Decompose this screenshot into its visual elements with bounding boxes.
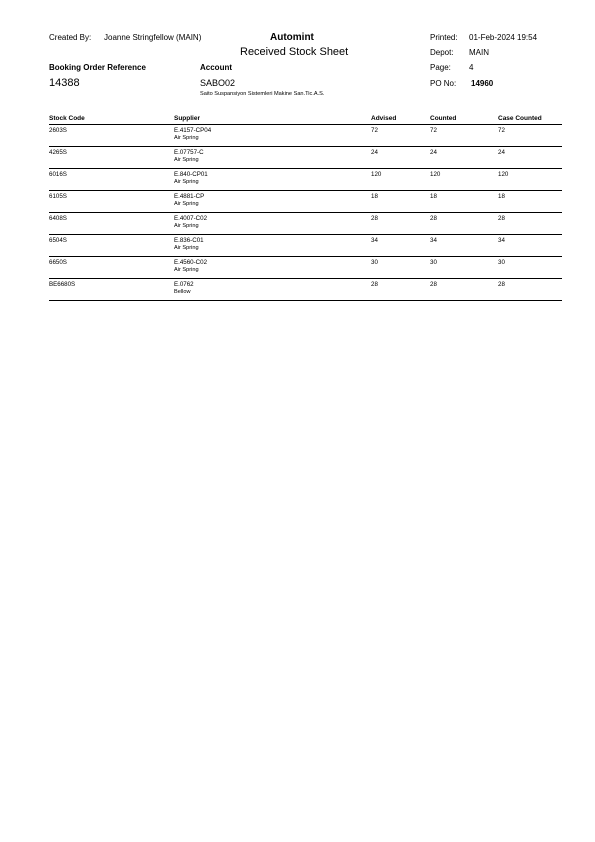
counted-cell: 24 bbox=[430, 147, 498, 169]
depot-label: Depot: bbox=[430, 48, 454, 57]
supplier-cell bbox=[174, 169, 371, 191]
item-description: Air Spring bbox=[174, 266, 199, 273]
depot-value: MAIN bbox=[469, 48, 489, 57]
supplier-code: E.4007-C02 bbox=[174, 215, 208, 222]
created-by-label: Created By: bbox=[49, 33, 92, 42]
supplier-cell bbox=[174, 125, 371, 147]
advised-cell: 72 bbox=[371, 125, 430, 147]
case-counted-cell: 18 bbox=[498, 191, 562, 213]
supplier-code: E.0762 bbox=[174, 281, 194, 288]
advised-cell: 34 bbox=[371, 235, 430, 257]
case-counted-cell: 24 bbox=[498, 147, 562, 169]
supplier-code: E.4560-C02 bbox=[174, 259, 208, 266]
supplier-cell bbox=[174, 257, 371, 279]
counted-cell: 120 bbox=[430, 169, 498, 191]
table-header-row bbox=[49, 114, 562, 125]
counted-cell: 28 bbox=[430, 213, 498, 235]
advised-cell: 30 bbox=[371, 257, 430, 279]
counted-cell: 30 bbox=[430, 257, 498, 279]
counted-cell: 18 bbox=[430, 191, 498, 213]
case-counted-cell: 34 bbox=[498, 235, 562, 257]
created-by-value: Joanne Stringfellow (MAIN) bbox=[104, 33, 202, 42]
table-row bbox=[49, 169, 562, 191]
company-name: Automint bbox=[270, 32, 314, 43]
supplier-code: E.840-CP01 bbox=[174, 171, 208, 178]
counted-cell: 72 bbox=[430, 125, 498, 147]
col-header-advised: Advised bbox=[371, 114, 430, 125]
supplier-code: E.4881-CP bbox=[174, 193, 205, 200]
booking-ref-label: Booking Order Reference bbox=[49, 63, 146, 72]
advised-cell: 28 bbox=[371, 213, 430, 235]
page-label: Page: bbox=[430, 63, 451, 72]
stock-code-cell: 6408S bbox=[49, 213, 174, 235]
table-row bbox=[49, 213, 562, 235]
advised-cell: 120 bbox=[371, 169, 430, 191]
table-row bbox=[49, 235, 562, 257]
supplier-code: E.07757-C bbox=[174, 149, 204, 156]
received-stock-table bbox=[49, 114, 562, 301]
col-header-stock-code: Stock Code bbox=[49, 114, 174, 125]
page-value: 4 bbox=[469, 63, 474, 72]
stock-code-cell: 6504S bbox=[49, 235, 174, 257]
advised-cell: 18 bbox=[371, 191, 430, 213]
supplier-cell bbox=[174, 213, 371, 235]
col-header-case-counted: Case Counted bbox=[498, 114, 562, 125]
table-row bbox=[49, 257, 562, 279]
supplier-cell bbox=[174, 191, 371, 213]
printed-value: 01-Feb-2024 19:54 bbox=[469, 33, 538, 42]
counted-cell: 28 bbox=[430, 279, 498, 301]
booking-ref-value: 14388 bbox=[49, 77, 80, 89]
col-header-counted: Counted bbox=[430, 114, 498, 125]
counted-cell: 34 bbox=[430, 235, 498, 257]
advised-cell: 28 bbox=[371, 279, 430, 301]
supplier-cell bbox=[174, 147, 371, 169]
supplier-code: E.4157-CP04 bbox=[174, 127, 212, 134]
case-counted-cell: 72 bbox=[498, 125, 562, 147]
item-description: Air Spring bbox=[174, 134, 199, 141]
table-row bbox=[49, 147, 562, 169]
stock-code-cell: 6105S bbox=[49, 191, 174, 213]
item-description: Bellow bbox=[174, 288, 191, 295]
case-counted-cell: 28 bbox=[498, 213, 562, 235]
advised-cell: 24 bbox=[371, 147, 430, 169]
sheet-title: Received Stock Sheet bbox=[240, 46, 349, 58]
table-row bbox=[49, 125, 562, 147]
po-label: PO No: bbox=[430, 79, 457, 88]
col-header-supplier: Supplier bbox=[174, 114, 371, 125]
account-name: Saito Suspansiyon Sistemleri Makine San.Tic.A.S. bbox=[200, 91, 325, 97]
item-description: Air Spring bbox=[174, 156, 199, 163]
supplier-code: E.836-C01 bbox=[174, 237, 204, 244]
account-value: SABO02 bbox=[200, 78, 236, 88]
printed-label: Printed: bbox=[430, 33, 458, 42]
case-counted-cell: 30 bbox=[498, 257, 562, 279]
stock-code-cell: 4265S bbox=[49, 147, 174, 169]
stock-code-cell: 6016S bbox=[49, 169, 174, 191]
supplier-cell bbox=[174, 235, 371, 257]
item-description: Air Spring bbox=[174, 178, 199, 185]
po-value: 14960 bbox=[471, 79, 494, 88]
item-description: Air Spring bbox=[174, 222, 199, 229]
account-label: Account bbox=[200, 63, 232, 72]
stock-code-cell: 6650S bbox=[49, 257, 174, 279]
supplier-cell bbox=[174, 279, 371, 301]
stock-code-cell: BE6680S bbox=[49, 279, 174, 301]
stock-code-cell: 2603S bbox=[49, 125, 174, 147]
item-description: Air Spring bbox=[174, 200, 199, 207]
item-description: Air Spring bbox=[174, 244, 199, 251]
case-counted-cell: 120 bbox=[498, 169, 562, 191]
table-row bbox=[49, 191, 562, 213]
table-row bbox=[49, 279, 562, 301]
case-counted-cell: 28 bbox=[498, 279, 562, 301]
